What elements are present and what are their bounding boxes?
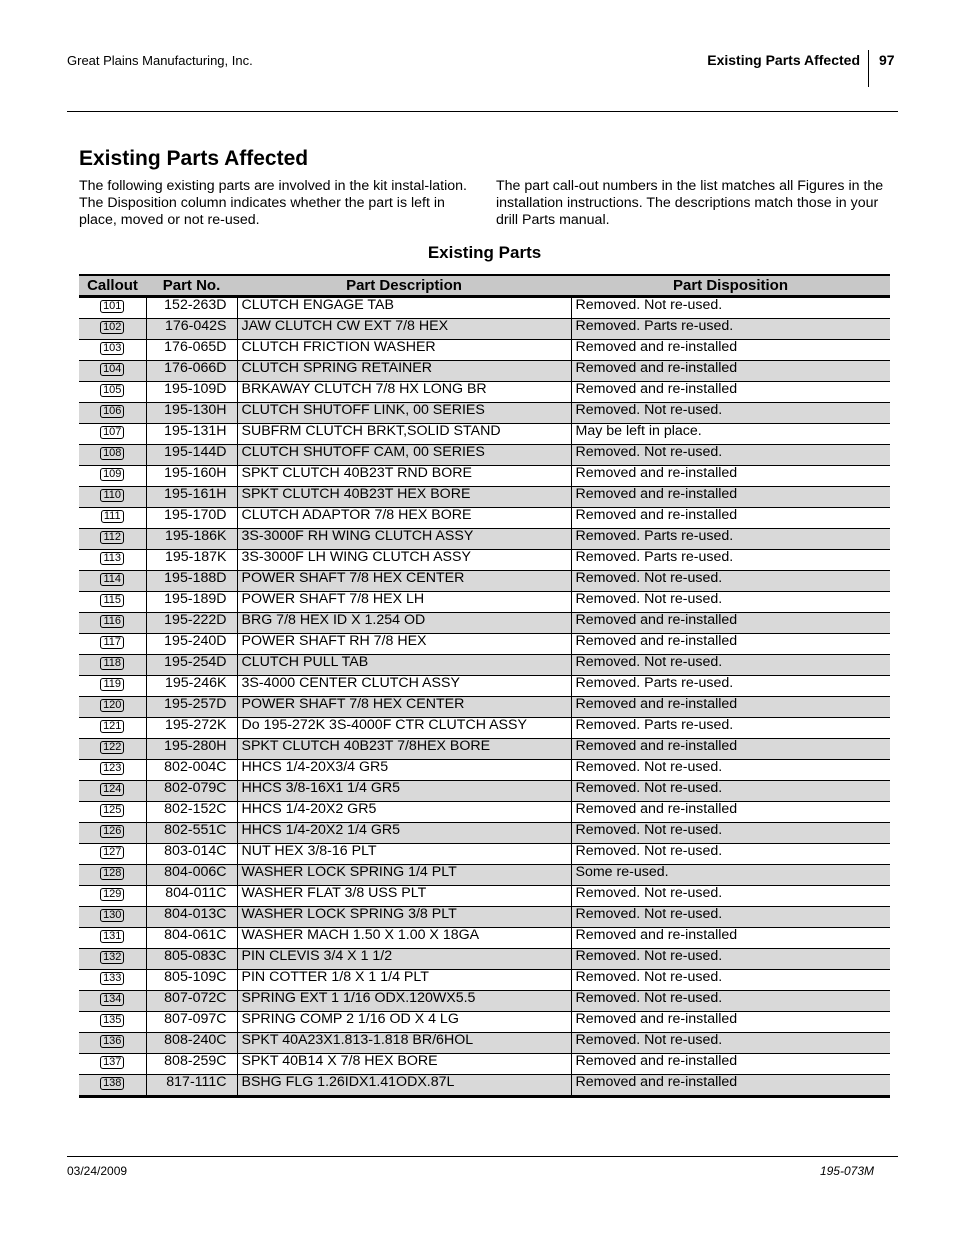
part-disposition-cell: Some re-used.	[571, 865, 890, 886]
part-disposition-cell: Removed. Parts re-used.	[571, 676, 890, 697]
part-description-cell: SUBFRM CLUTCH BRKT,SOLID STAND	[237, 424, 571, 445]
part-number-cell: 808-240C	[146, 1033, 237, 1054]
callout-number: 135	[100, 1014, 124, 1027]
part-disposition-cell: Removed and re-installed	[571, 739, 890, 760]
callout-cell	[79, 1075, 146, 1097]
part-description-cell: CLUTCH SHUTOFF CAM, 00 SERIES	[237, 445, 571, 466]
part-disposition-cell: Removed. Parts re-used.	[571, 718, 890, 739]
callout-number: 122	[100, 741, 124, 754]
part-description-cell: HHCS 3/8-16X1 1/4 GR5	[237, 781, 571, 802]
part-disposition-cell: Removed. Not re-used.	[571, 1033, 890, 1054]
part-disposition-cell: Removed. Not re-used.	[571, 403, 890, 424]
part-number-cell: 195-188D	[146, 571, 237, 592]
part-disposition-cell: Removed and re-installed	[571, 1054, 890, 1075]
part-description-cell: BRKAWAY CLUTCH 7/8 HX LONG BR	[237, 382, 571, 403]
callout-cell	[79, 487, 146, 508]
callout-cell	[79, 403, 146, 424]
part-number-cell: 195-222D	[146, 613, 237, 634]
table-row	[79, 319, 890, 340]
callout-number: 120	[100, 699, 124, 712]
callout-cell	[79, 865, 146, 886]
company-name: Great Plains Manufacturing, Inc.	[67, 53, 253, 68]
callout-cell	[79, 550, 146, 571]
part-disposition-cell: Removed and re-installed	[571, 487, 890, 508]
part-number-cell: 804-011C	[146, 886, 237, 907]
part-description-cell: POWER SHAFT 7/8 HEX CENTER	[237, 697, 571, 718]
part-description-cell: CLUTCH SPRING RETAINER	[237, 361, 571, 382]
part-disposition-cell: Removed. Not re-used.	[571, 907, 890, 928]
callout-number: 108	[100, 447, 124, 460]
part-disposition-cell: Removed. Parts re-used.	[571, 529, 890, 550]
part-description-cell: BRG 7/8 HEX ID X 1.254 OD	[237, 613, 571, 634]
table-row	[79, 508, 890, 529]
part-number-cell: 195-187K	[146, 550, 237, 571]
part-number-cell: 802-079C	[146, 781, 237, 802]
part-disposition-cell: Removed. Not re-used.	[571, 823, 890, 844]
part-description-cell: POWER SHAFT 7/8 HEX CENTER	[237, 571, 571, 592]
existing-parts-table	[79, 274, 890, 1098]
callout-number: 110	[100, 489, 124, 502]
part-number-cell: 195-170D	[146, 508, 237, 529]
callout-cell	[79, 718, 146, 739]
part-disposition-cell: Removed. Not re-used.	[571, 760, 890, 781]
part-number-cell: 807-097C	[146, 1012, 237, 1033]
footer-doc-number: 195-073M	[819, 1164, 874, 1178]
callout-number: 106	[100, 405, 124, 418]
part-description-cell: HHCS 1/4-20X3/4 GR5	[237, 760, 571, 781]
part-number-cell: 804-061C	[146, 928, 237, 949]
part-description-cell: SPKT CLUTCH 40B23T RND BORE	[237, 466, 571, 487]
part-number-cell: 804-013C	[146, 907, 237, 928]
callout-cell	[79, 676, 146, 697]
part-number-cell: 807-072C	[146, 991, 237, 1012]
table-row	[79, 970, 890, 991]
callout-number: 127	[100, 846, 124, 859]
part-description-cell: SPKT 40B14 X 7/8 HEX BORE	[237, 1054, 571, 1075]
part-disposition-cell: Removed and re-installed	[571, 634, 890, 655]
table-row	[79, 487, 890, 508]
page-title: Existing Parts Affected	[79, 147, 309, 170]
callout-cell	[79, 739, 146, 760]
callout-cell	[79, 340, 146, 361]
part-number-cell: 802-551C	[146, 823, 237, 844]
part-disposition-cell: Removed. Not re-used.	[571, 991, 890, 1012]
part-disposition-cell: Removed and re-installed	[571, 928, 890, 949]
table-row	[79, 718, 890, 739]
table-row	[79, 739, 890, 760]
column-header-disposition: Part Disposition	[571, 275, 890, 297]
callout-cell	[79, 466, 146, 487]
callout-cell	[79, 949, 146, 970]
part-description-cell: WASHER FLAT 3/8 USS PLT	[237, 886, 571, 907]
table-row	[79, 823, 890, 844]
callout-number: 104	[100, 363, 124, 376]
table-row	[79, 991, 890, 1012]
table-row	[79, 697, 890, 718]
part-number-cell: 195-254D	[146, 655, 237, 676]
part-disposition-cell: Removed. Not re-used.	[571, 571, 890, 592]
part-disposition-cell: Removed and re-installed	[571, 1012, 890, 1033]
footer-rule	[67, 1156, 898, 1157]
part-number-cell: 805-083C	[146, 949, 237, 970]
callout-number: 115	[100, 594, 124, 607]
callout-cell	[79, 592, 146, 613]
table-body	[79, 297, 890, 1097]
callout-cell	[79, 361, 146, 382]
callout-cell	[79, 970, 146, 991]
table-row	[79, 781, 890, 802]
table-row	[79, 1012, 890, 1033]
table-row	[79, 886, 890, 907]
callout-cell	[79, 802, 146, 823]
callout-number: 118	[100, 657, 124, 670]
callout-cell	[79, 445, 146, 466]
part-description-cell: CLUTCH SHUTOFF LINK, 00 SERIES	[237, 403, 571, 424]
callout-cell	[79, 655, 146, 676]
table-row	[79, 445, 890, 466]
callout-cell	[79, 634, 146, 655]
part-number-cell: 152-263D	[146, 297, 237, 319]
table-row	[79, 550, 890, 571]
part-disposition-cell: Removed. Not re-used.	[571, 781, 890, 802]
part-number-cell: 802-152C	[146, 802, 237, 823]
part-disposition-cell: Removed. Parts re-used.	[571, 550, 890, 571]
table-row	[79, 865, 890, 886]
callout-number: 103	[100, 342, 124, 355]
header-divider	[868, 50, 869, 87]
part-description-cell: WASHER MACH 1.50 X 1.00 X 18GA	[237, 928, 571, 949]
part-number-cell: 195-161H	[146, 487, 237, 508]
callout-number: 124	[100, 783, 124, 796]
callout-number: 123	[100, 762, 124, 775]
callout-number: 111	[101, 510, 124, 523]
table-row	[79, 424, 890, 445]
callout-cell	[79, 781, 146, 802]
callout-cell	[79, 613, 146, 634]
part-description-cell: 3S-3000F RH WING CLUTCH ASSY	[237, 529, 571, 550]
table-title: Existing Parts	[427, 243, 542, 262]
callout-cell	[79, 844, 146, 865]
part-description-cell: SPKT 40A23X1.813-1.818 BR/6HOL	[237, 1033, 571, 1054]
part-disposition-cell: Removed and re-installed	[571, 613, 890, 634]
callout-cell	[79, 907, 146, 928]
part-disposition-cell: May be left in place.	[571, 424, 890, 445]
part-description-cell: Do 195-272K 3S-4000F CTR CLUTCH ASSY	[237, 718, 571, 739]
part-number-cell: 195-160H	[146, 466, 237, 487]
table-row	[79, 655, 890, 676]
part-disposition-cell: Removed. Not re-used.	[571, 844, 890, 865]
part-description-cell: PIN CLEVIS 3/4 X 1 1/2	[237, 949, 571, 970]
callout-cell	[79, 529, 146, 550]
part-number-cell: 808-259C	[146, 1054, 237, 1075]
callout-number: 116	[100, 615, 124, 628]
callout-cell	[79, 382, 146, 403]
part-description-cell: SPKT CLUTCH 40B23T 7/8HEX BORE	[237, 739, 571, 760]
part-description-cell: BSHG FLG 1.26IDX1.41ODX.87L	[237, 1075, 571, 1097]
callout-number: 128	[100, 867, 124, 880]
part-number-cell: 802-004C	[146, 760, 237, 781]
part-disposition-cell: Removed. Not re-used.	[571, 949, 890, 970]
part-disposition-cell: Removed and re-installed	[571, 361, 890, 382]
part-description-cell: HHCS 1/4-20X2 1/4 GR5	[237, 823, 571, 844]
callout-cell	[79, 823, 146, 844]
callout-number: 121	[100, 720, 124, 733]
part-number-cell: 195-109D	[146, 382, 237, 403]
callout-cell	[79, 886, 146, 907]
part-disposition-cell: Removed and re-installed	[571, 340, 890, 361]
part-disposition-cell: Removed and re-installed	[571, 1075, 890, 1097]
table-row	[79, 529, 890, 550]
part-number-cell: 176-065D	[146, 340, 237, 361]
part-number-cell: 803-014C	[146, 844, 237, 865]
part-disposition-cell: Removed. Not re-used.	[571, 655, 890, 676]
part-number-cell: 176-066D	[146, 361, 237, 382]
table-row	[79, 1075, 890, 1097]
part-description-cell: CLUTCH FRICTION WASHER	[237, 340, 571, 361]
part-disposition-cell: Removed. Not re-used.	[571, 445, 890, 466]
callout-number: 107	[100, 426, 124, 439]
table-row	[79, 592, 890, 613]
table-row	[79, 844, 890, 865]
part-number-cell: 817-111C	[146, 1075, 237, 1097]
callout-number: 125	[100, 804, 124, 817]
table-row	[79, 1054, 890, 1075]
callout-cell	[79, 991, 146, 1012]
table-row	[79, 340, 890, 361]
callout-number: 138	[100, 1077, 124, 1090]
part-description-cell: POWER SHAFT RH 7/8 HEX	[237, 634, 571, 655]
table-row	[79, 928, 890, 949]
callout-number: 131	[100, 930, 124, 943]
callout-number: 137	[100, 1056, 124, 1069]
callout-cell	[79, 697, 146, 718]
part-description-cell: HHCS 1/4-20X2 GR5	[237, 802, 571, 823]
part-description-cell: CLUTCH ADAPTOR 7/8 HEX BORE	[237, 508, 571, 529]
callout-number: 113	[100, 552, 124, 565]
part-number-cell: 195-240D	[146, 634, 237, 655]
table-row	[79, 760, 890, 781]
intro-paragraph-right: The part call-out numbers in the list matches all Figures in the installation instructions. The descriptions match those in your drill Parts manual.	[496, 178, 884, 228]
footer-date: 03/24/2009	[67, 1164, 128, 1178]
callout-cell	[79, 571, 146, 592]
table-row	[79, 571, 890, 592]
callout-number: 126	[100, 825, 124, 838]
callout-number: 114	[100, 573, 124, 586]
part-number-cell: 195-246K	[146, 676, 237, 697]
callout-cell	[79, 1012, 146, 1033]
part-description-cell: 3S-3000F LH WING CLUTCH ASSY	[237, 550, 571, 571]
callout-cell	[79, 319, 146, 340]
callout-number: 101	[100, 300, 124, 313]
part-number-cell: 804-006C	[146, 865, 237, 886]
table-row	[79, 361, 890, 382]
part-description-cell: WASHER LOCK SPRING 1/4 PLT	[237, 865, 571, 886]
part-number-cell: 195-189D	[146, 592, 237, 613]
page-number: 97	[879, 52, 895, 68]
part-disposition-cell: Removed. Not re-used.	[571, 970, 890, 991]
part-description-cell: NUT HEX 3/8-16 PLT	[237, 844, 571, 865]
part-number-cell: 195-131H	[146, 424, 237, 445]
part-description-cell: CLUTCH PULL TAB	[237, 655, 571, 676]
callout-number: 109	[100, 468, 124, 481]
column-header-description: Part Description	[237, 275, 571, 297]
part-disposition-cell: Removed. Not re-used.	[571, 297, 890, 319]
part-description-cell: SPRING COMP 2 1/16 OD X 4 LG	[237, 1012, 571, 1033]
table-row	[79, 1033, 890, 1054]
table-row	[79, 949, 890, 970]
callout-cell	[79, 928, 146, 949]
callout-cell	[79, 424, 146, 445]
table-row	[79, 403, 890, 424]
callout-number: 119	[100, 678, 124, 691]
part-disposition-cell: Removed. Not re-used.	[571, 592, 890, 613]
part-disposition-cell: Removed and re-installed	[571, 382, 890, 403]
column-header-callout: Callout	[79, 275, 146, 297]
table-row	[79, 907, 890, 928]
callout-number: 105	[100, 384, 124, 397]
part-disposition-cell: Removed and re-installed	[571, 466, 890, 487]
callout-cell	[79, 760, 146, 781]
part-description-cell: 3S-4000 CENTER CLUTCH ASSY	[237, 676, 571, 697]
callout-cell	[79, 1054, 146, 1075]
part-disposition-cell: Removed and re-installed	[571, 802, 890, 823]
running-header-section: Existing Parts Affected	[707, 52, 860, 68]
part-description-cell: POWER SHAFT 7/8 HEX LH	[237, 592, 571, 613]
callout-cell	[79, 1033, 146, 1054]
callout-number: 134	[100, 993, 124, 1006]
part-description-cell: CLUTCH ENGAGE TAB	[237, 297, 571, 319]
table-row	[79, 297, 890, 319]
part-disposition-cell: Removed and re-installed	[571, 508, 890, 529]
table-header-row	[79, 275, 890, 297]
part-description-cell: SPRING EXT 1 1/16 ODX.120WX5.5	[237, 991, 571, 1012]
part-number-cell: 195-280H	[146, 739, 237, 760]
table-row	[79, 802, 890, 823]
table-row	[79, 466, 890, 487]
part-disposition-cell: Removed. Parts re-used.	[571, 319, 890, 340]
table-row	[79, 382, 890, 403]
part-description-cell: JAW CLUTCH CW EXT 7/8 HEX	[237, 319, 571, 340]
part-number-cell: 176-042S	[146, 319, 237, 340]
table-row	[79, 634, 890, 655]
part-disposition-cell: Removed and re-installed	[571, 697, 890, 718]
callout-number: 112	[100, 531, 124, 544]
header-rule	[67, 111, 898, 112]
callout-number: 132	[100, 951, 124, 964]
callout-number: 136	[100, 1035, 124, 1048]
table-row	[79, 676, 890, 697]
intro-paragraph-left: The following existing parts are involved in the kit instal-lation. The Disposition column indicates whether the part is left in place, moved or not re-used.	[79, 178, 467, 228]
part-number-cell: 195-144D	[146, 445, 237, 466]
part-number-cell: 195-272K	[146, 718, 237, 739]
callout-number: 133	[100, 972, 124, 985]
part-disposition-cell: Removed. Not re-used.	[571, 886, 890, 907]
part-description-cell: PIN COTTER 1/8 X 1 1/4 PLT	[237, 970, 571, 991]
callout-cell	[79, 297, 146, 319]
callout-number: 102	[100, 321, 124, 334]
column-header-part-no: Part No.	[146, 275, 237, 297]
part-number-cell: 195-186K	[146, 529, 237, 550]
callout-number: 117	[100, 636, 124, 649]
callout-cell	[79, 508, 146, 529]
part-number-cell: 195-130H	[146, 403, 237, 424]
callout-number: 129	[100, 888, 124, 901]
part-number-cell: 805-109C	[146, 970, 237, 991]
callout-number: 130	[100, 909, 124, 922]
part-description-cell: WASHER LOCK SPRING 3/8 PLT	[237, 907, 571, 928]
part-number-cell: 195-257D	[146, 697, 237, 718]
part-description-cell: SPKT CLUTCH 40B23T HEX BORE	[237, 487, 571, 508]
table-row	[79, 613, 890, 634]
